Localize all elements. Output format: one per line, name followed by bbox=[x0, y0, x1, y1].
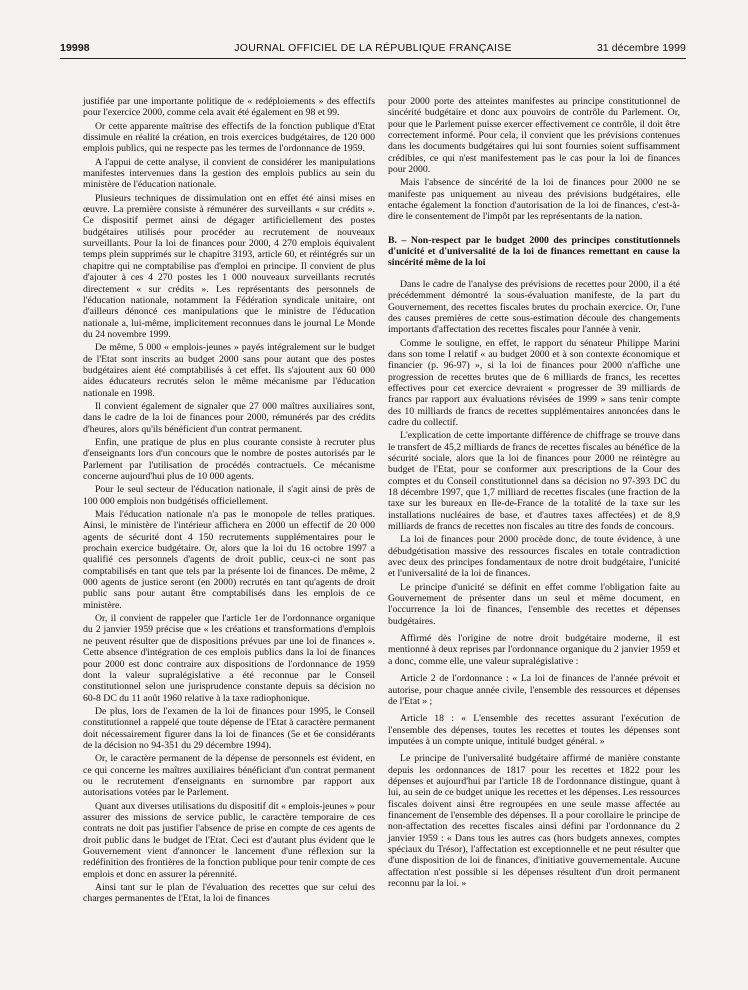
page-header bbox=[60, 42, 686, 58]
journal-title: JOURNAL OFFICIEL DE LA RÉPUBLIQUE FRANÇAISE bbox=[234, 42, 512, 54]
paragraph: Quant aux diverses utilisations du dispositif dit « emplois-jeunes » pour assurer des missions de service public, le caractère temporaire de ces contrats ne doit pas justifier l'absence de prise en compte de ces agents de droit public dans le budget de l'Etat. Ceci est d'autant plus évident que le Gouvernement vient d'annoncer le lancement d'une réflexion sur la redéfinition des frontières de la fonction publique pour tenir compte de ces emplois et donc en assurer la pérennité. bbox=[83, 800, 376, 880]
paragraph: De même, 5 000 « emplois-jeunes » payés intégralement sur le budget de l'Etat sont inscrits au budget 2000 sans pour autant que des postes budgétaires aient été comptabilisés à cet effet. Ils s'ajoutent aux 60 000 aides éducateurs recrutés selon le même mécanisme par l'éducation nationale en 1998. bbox=[83, 342, 375, 399]
paragraph: Article 2 de l'ordonnance : « La loi de finances de l'année prévoit et autorise, pour chaque année civile, l'ensemble des ressources et dépenses de l'Etat » ; bbox=[388, 673, 680, 707]
paragraph: Plusieurs techniques de dissimulation ont en effet été ainsi mises en œuvre. La première consiste à rémunérer des surveillants « sur crédits ». Ce dispositif permet ainsi de dégager artificiellement des postes budgétaires utilisés pour procéder au recrutement de nouveaux surveillants. Pour la loi de finances pour 2000, 4 270 emplois équivalent temps plein supprimés sur le chapitre 3193, article 60, et réintégrés sur un chapitre qui ne comptabilise pas d'emploi en principe. Il convient de plus d'ajouter à ces 4 270 postes les 1 000 nouveaux surveillants recrutés directement « sur crédits ». Les représentants des personnels de l'éducation nationale, notamment la Fédération syndicale unitaire, ont d'ailleurs dénoncé ces manipulations que le ministre de l'éducation nationale a, lui-même, implicitement reconnues dans le journal Le Monde du 24 novembre 1999. bbox=[83, 192, 375, 340]
paragraph: Mais l'éducation nationale n'a pas le monopole de telles pratiques. Ainsi, le ministère de l'intérieur affichera en 2000 un effectif de 20 000 agents de sécurité dont 4 150 recrutements supplémentaires pour le prochain exercice budgétaire. Or, alors que la loi du 16 octobre 1997 a qualifié ces personnels d'agents de droit public, ceux-ci ne sont pas comptabilisés en tant que tels par la présente loi de finances. De même, 2 000 agents de justice seront (en 2000) recrutés en tant qu'agents de droit public sans pour autant être comptabilisés dans les emplois de ce ministère. bbox=[83, 509, 375, 611]
paragraph: Or, il convient de rappeler que l'article 1er de l'ordonnance organique du 2 janvier 1959 précise que « les créations et transformations d'emplois ne peuvent résulter que de dispositions prévues par une loi de finances ». Cette absence d'intégration de ces emplois publics dans la loi de finances pour 2000 est donc contraire aux dispositions de l'ordonnance de 1959 dont la valeur supralégislative a été reconnue par le Conseil constitutionnel selon une jurisprudence constante depuis sa décision no 60-8 DC du 11 août 1960 relative à la taxe radiophonique. bbox=[83, 613, 375, 704]
paragraph: justifiée par une importante politique de « redéploiements » des effectifs pour l'exercice 2000, comme cela avait été également en 98 et 99. bbox=[83, 96, 375, 119]
paragraph: Pour le seul secteur de l'éducation nationale, il s'agit ainsi de près de 100 000 emplois non budgétisés officiellement. bbox=[83, 484, 375, 507]
paragraph: De plus, lors de l'examen de la loi de finances pour 1995, le Conseil constitutionnel a rappelé que toute dépense de l'Etat à caractère permanent doit nécessairement figurer dans la loi de finances (5e et 6e considérants de la décision no 94-351 du 29 décembre 1994). bbox=[83, 705, 375, 751]
paragraph: Le principe de l'universalité budgétaire affirmé de manière constante depuis les ordonnances de 1817 pour les recettes et 1822 pour les dépenses et aujourd'hui par l'article 18 de l'ordonnance distingue, quant à lui, au sein de ce budget unique les recettes et les dépenses. Les ressources fiscales doivent ainsi être regroupées en une seule masse affectée au financement de l'ensemble des dépenses. Il a pour corollaire le principe de non-affectation des recettes fiscales ainsi défini par l'ordonnance du 2 janvier 1959 : « Dans tous les autres cas (hors budgets annexes, comptes spéciaux du Trésor), l'affectation est exceptionnelle et ne peut résulter que d'une disposition de loi de finances, d'initiative gouvernementale. Aucune affectation n'est possible si les dépenses résultent d'un droit permanent reconnu par la loi. » bbox=[388, 753, 680, 889]
right-column bbox=[388, 96, 680, 891]
paragraph: Il convient également de signaler que 27 000 maîtres auxiliaires sont, dans le cadre de la loi de finances pour 2000, rémunérés par des crédits d'heures, alors qu'ils bénéficient d'un contrat permanent. bbox=[83, 400, 375, 435]
header-rule bbox=[60, 58, 686, 59]
paragraph: Dans le cadre de l'analyse des prévisions de recettes pour 2000, il a été précédemment démontré la sous-évaluation manifeste, de la part du Gouvernement, des recettes fiscales brutes du prochain exercice. Or, l'une des causes premières de cette sous-estimation découle des changements importants d'affectation des recettes fiscales pour l'année à venir. bbox=[388, 278, 680, 336]
paragraph: Article 18 : « L'ensemble des recettes assurant l'exécution de l'ensemble des dépenses, toutes les recettes et toutes les dépenses sont imputées à un compte unique, intitulé budget général. » bbox=[388, 713, 680, 747]
paragraph: Le principe d'unicité se définit en effet comme l'obligation faite au Gouvernement de présenter dans un seul et même document, en l'occurrence la loi de finances, l'ensemble des recettes et dépenses budgétaires. bbox=[388, 581, 680, 627]
paragraph: La loi de finances pour 2000 procède donc, de toute évidence, à une débudgétisation massive des ressources fiscales en totale contradiction avec deux des principes fondamentaux de notre droit budgétaire, l'unicité et l'universalité de la loi de finances. bbox=[388, 534, 680, 580]
paragraph: Ainsi tant sur le plan de l'évaluation des recettes que sur celui des charges permanentes de l'Etat, la loi de finances bbox=[83, 882, 375, 905]
paragraph: pour 2000 porte des atteintes manifestes au principe constitutionnel de sincérité budgétaire et donc aux pouvoirs de contrôle du Parlement. Or, pour que le Parlement puisse exercer effectivement ce contrôle, il doit être correctement informé. Pour cela, il convient que les prévisions contenues dans les documents budgétaires qui lui sont fournies soient suffisamment crédibles, ce qui n'est manifestement pas le cas pour la loi de finances pour 2000. bbox=[388, 96, 680, 176]
page-number: 19998 bbox=[60, 42, 90, 54]
publication-date: 31 décembre 1999 bbox=[596, 42, 686, 54]
section-heading: B. – Non-respect par le budget 2000 des principes constitutionnels d'unicité et d'universalité de la loi de finances remettant en cause la sincérité même de la loi bbox=[388, 234, 680, 269]
paragraph: Affirmé dès l'origine de notre droit budgétaire moderne, il est mentionné à deux reprises par l'ordonnance organique du 2 janvier 1959 et a donc, comme elle, une valeur supralégislative : bbox=[388, 633, 680, 667]
paragraph: Comme le souligne, en effet, le rapport du sénateur Philippe Marini dans son tome I relatif « au budget 2000 et à son contexte économique et financier (p. 96-97) », si la loi de finances pour 2000 n'affiche une progression de recettes brutes que de 6 milliards de francs, les recettes effectives pour cet exercice devraient « progresser de 39 milliards de francs par rapport aux évaluations révisées de 1999 » sans tenir compte des 10 milliards de francs de recettes supplémentaires annoncées dans le cadre du collectif. bbox=[388, 337, 680, 428]
paragraph: A l'appui de cette analyse, il convient de considérer les manipulations manifestes intervenues dans la gestion des emplois publics au sein du ministère de l'éducation nationale. bbox=[83, 156, 375, 191]
paragraph: Enfin, une pratique de plus en plus courante consiste à recruter plus d'enseignants lors d'un concours que le nombre de postes autorisés par le Parlement par l'utilisation de procédés contractuels. Ce mécanisme concerne aujourd'hui plus de 10 000 agents. bbox=[83, 436, 375, 482]
paragraph: Mais l'absence de sincérité de la loi de finances pour 2000 ne se manifeste pas uniquement au niveau des prévisions budgétaires, elle entache également la fonction d'autorisation de la loi de finances, c'est-à-dire le consentement de l'impôt par les représentants de la nation. bbox=[388, 177, 680, 223]
left-column bbox=[83, 96, 375, 907]
paragraph: Or cette apparente maîtrise des effectifs de la fonction publique d'Etat dissimule en réalité la création, en trois exercices budgétaires, de 120 000 emplois publics, qui ne respecte pas les termes de l'ordonnance de 1959. bbox=[83, 120, 375, 155]
paragraph: L'explication de cette importante différence de chiffrage se trouve dans le transfert de 45,2 milliards de francs de recettes fiscales au bénéfice de la sécurité sociale, alors que la loi de finances pour 2000 ne réintègre au budget de l'Etat, pour se conformer aux prescriptions de la Cour des comptes et du Conseil constitutionnel dans sa décision no 97-393 DC du 18 décembre 1997, que 1,7 milliard de recettes fiscales (une fraction de la taxe sur les bureaux en Ile-de-France de la totalité de la taxe sur les installations nucléaires de base, et d'autres taxes affectées) et de 8,9 milliards de francs de recettes non fiscales au titre des fonds de concours. bbox=[388, 430, 680, 533]
paragraph: Or, le caractère permanent de la dépense de personnels est évident, en ce qui concerne les maîtres auxiliaires bénéficiant d'un contrat permanent ou le recrutement d'enseignants en surnombre par rapport aux autorisations votées par le Parlement. bbox=[83, 753, 375, 799]
